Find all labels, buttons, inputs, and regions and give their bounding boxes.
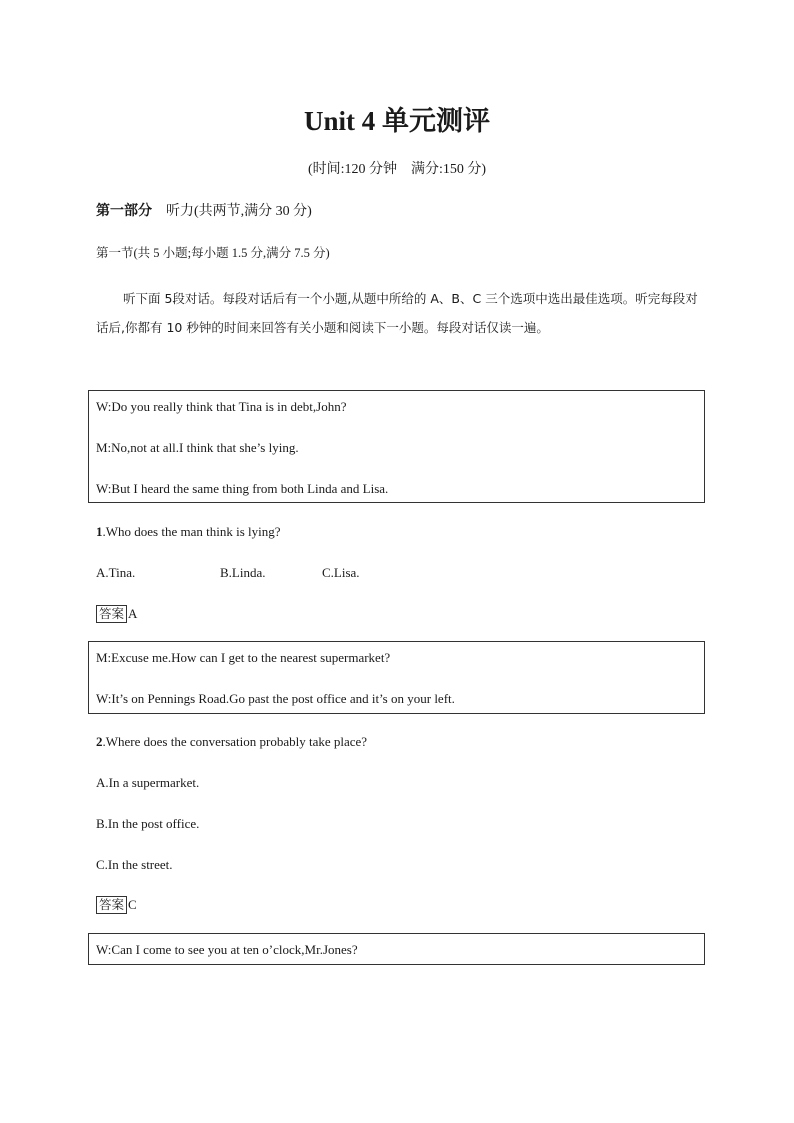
answer-row — [96, 604, 137, 624]
option-a: A.In a supermarket. — [96, 775, 200, 790]
part-description: 听力(共两节,满分 30 分) — [166, 204, 312, 219]
answer-tag: 答案 — [96, 605, 127, 623]
exam-time-info: (时间:120 分钟 满分:150 分) — [307, 162, 487, 177]
answer-row — [96, 895, 137, 915]
option-c: C.Lisa. — [322, 565, 360, 580]
question-2 — [96, 732, 367, 752]
transcript-line: M:No,not at all.I think that she’s lying. — [96, 440, 299, 455]
question-text: .Where does the conversation probably take place? — [102, 734, 368, 749]
section-heading: 第一节(共 5 小题;每小题 1.5 分,满分 7.5 分) — [96, 246, 330, 260]
option-b: B.Linda. — [220, 565, 266, 580]
transcript-box — [88, 641, 705, 714]
question-text: .Who does the man think is lying? — [102, 524, 281, 539]
question-1 — [96, 522, 281, 542]
transcript-line: M:Excuse me.How can I get to the nearest supermarket? — [96, 650, 391, 665]
part-name: 第一部分 — [96, 204, 152, 219]
transcript-line: W:Do you really think that Tina is in debt,John? — [96, 399, 347, 414]
question-number: 1 — [96, 524, 103, 539]
transcript-line: W:But I heard the same thing from both Linda and Lisa. — [96, 481, 389, 496]
option-b: B.In the post office. — [96, 816, 200, 831]
option-c: C.In the street. — [96, 857, 173, 872]
option-a: A.Tina. — [96, 565, 136, 580]
instructions: 听下面 5段对话。每段对话后有一个小题,从题中所给的 A、B、C 三个选项中选出最佳选项。听完每段对话后,你都有 10 秒钟的时间来回答有关小题和阅读下一小题。每段对话仅读一遍。 — [96, 291, 698, 335]
part-heading — [96, 202, 312, 222]
answer-tag: 答案 — [96, 896, 127, 914]
transcript-box — [88, 933, 705, 965]
transcript-line: W:Can I come to see you at ten o’clock,Mr.Jones? — [96, 942, 358, 957]
transcript-line: W:It’s on Pennings Road.Go past the post office and it’s on your left. — [96, 691, 455, 706]
question-number: 2 — [96, 734, 103, 749]
page-title: Unit 4 单元测评 — [303, 106, 490, 136]
answer-value: A — [128, 606, 138, 621]
transcript-box — [88, 390, 705, 503]
answer-value: C — [128, 897, 137, 912]
